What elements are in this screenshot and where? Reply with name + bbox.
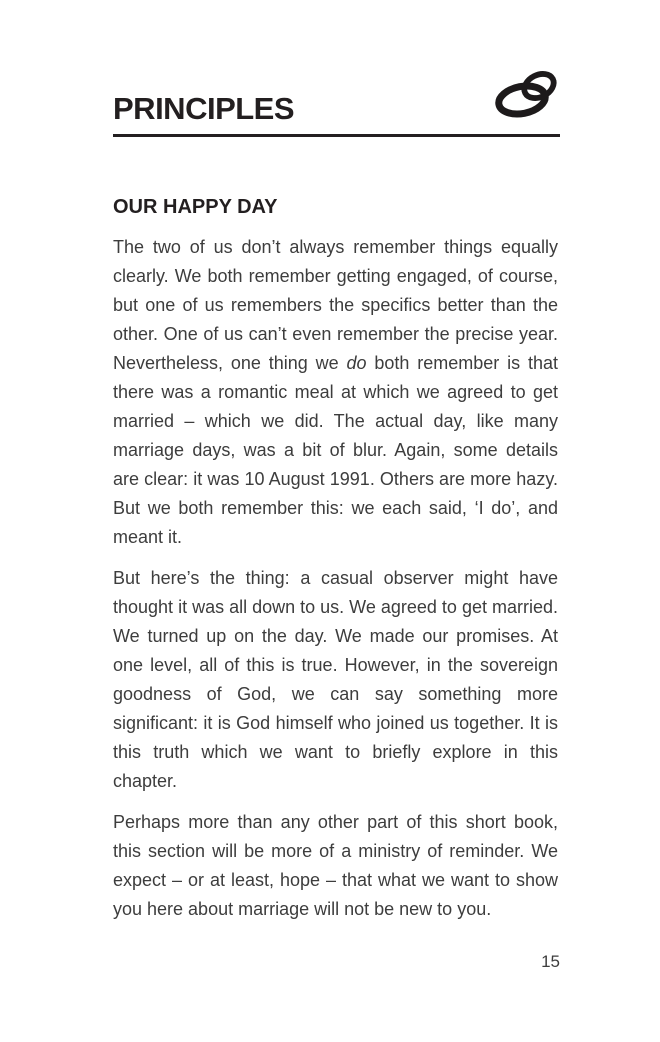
chapter-header bbox=[113, 70, 560, 137]
page-body bbox=[113, 196, 558, 936]
header-rule bbox=[113, 134, 560, 137]
paragraph: Perhaps more than any other part of this short book, this section will be more of a ministry of reminder. We expect – or at least, hope – that what we want to show you here about marriage will not be new to you. bbox=[113, 812, 558, 919]
chapter-title: PRINCIPLES bbox=[113, 90, 295, 126]
wedding-rings-icon bbox=[494, 70, 560, 124]
section-heading: OUR HAPPY DAY bbox=[113, 196, 278, 218]
chapter-header-row bbox=[113, 70, 560, 126]
paragraph: The two of us don’t always remember things equally clearly. We both remember getting engaged, of course, but one of us remembers the specifics better than the other. One of us can’t even remember the precise year. Nevertheless, one thing we do both remember is that there was a romantic meal at which we agreed to get married – which we did. The actual day, like many marriage days, was a bit of blur. Again, some details are clear: it was 10 August 1991. Others are more hazy. But we both remember this: we each said, ‘I do’, and meant it. bbox=[113, 237, 558, 547]
paragraph: But here’s the thing: a casual observer might have thought it was all down to us. We agreed to get married. We turned up on the day. We made our promises. At one level, all of this is true. However, in the sovereign goodness of God, we can say something more significant: it is God himself who joined us together. It is this truth which we want to briefly explore in this chapter. bbox=[113, 568, 558, 791]
page-number: 15 bbox=[541, 952, 560, 971]
body-paragraphs bbox=[113, 233, 558, 924]
